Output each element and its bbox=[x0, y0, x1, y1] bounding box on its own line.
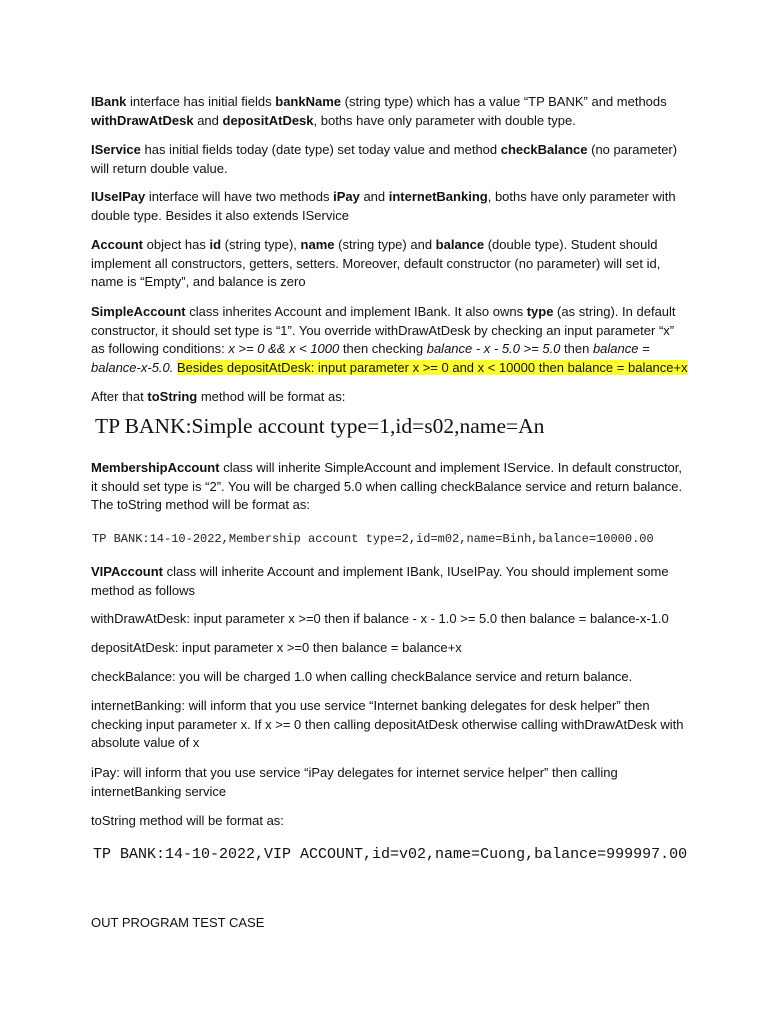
tostring-format-paragraph: toString method will be format as: bbox=[91, 813, 284, 828]
iuseipay-term: IUseIPay bbox=[91, 189, 146, 204]
simpleaccount-paragraph bbox=[91, 303, 691, 377]
text-run: interface will have two methods bbox=[145, 189, 334, 204]
name-term: name bbox=[300, 237, 335, 252]
text-run: class inherites Account and implement IBank. It also owns bbox=[185, 304, 527, 319]
account-paragraph bbox=[91, 236, 691, 292]
text-run: After that bbox=[91, 389, 148, 404]
type-term: type bbox=[526, 304, 554, 319]
ibank-paragraph bbox=[91, 93, 691, 130]
checkbalance-paragraph: checkBalance: you will be charged 1.0 when calling checkBalance service and return balance. bbox=[91, 669, 633, 684]
iservice-paragraph bbox=[91, 141, 691, 178]
ipay-paragraph: iPay: will inform that you use service “iPay delegates for internet service helper” then calling internetBanking service bbox=[91, 765, 618, 799]
iservice-term: IService bbox=[91, 142, 141, 157]
ipay-term: iPay bbox=[333, 189, 360, 204]
text-run: then checking bbox=[339, 341, 427, 356]
account-term: Account bbox=[91, 237, 143, 252]
vipaccount-term: VIPAccount bbox=[91, 564, 163, 579]
id-term: id bbox=[209, 237, 222, 252]
balance-term: balance bbox=[435, 237, 485, 252]
condition-text: x >= 0 && x < 1000 bbox=[228, 341, 340, 356]
depositatdesk-term: depositAtDesk bbox=[222, 112, 314, 128]
out-program-test-case-heading: OUT PROGRAM TEST CASE bbox=[91, 915, 265, 930]
text-run: (double type). Student should implement all constructors, getters, setters. Moreover, default constructor (no parameter) will set id, name is “Empty”, and balance is zero bbox=[91, 237, 661, 289]
text-run: and bbox=[359, 189, 389, 204]
text-run: object has bbox=[143, 237, 210, 252]
membership-account-format-example: TP BANK:14-10-2022,Membership account type=2,id=m02,name=Binh,balance=10000.00 bbox=[92, 532, 654, 546]
text-run: (string type) and bbox=[334, 237, 436, 252]
text-run: has initial fields today (date type) set today value and method bbox=[140, 142, 501, 157]
simpleaccount-term: SimpleAccount bbox=[91, 304, 186, 319]
text-run: and bbox=[193, 112, 223, 128]
text-run: class will inherite SimpleAccount and implement IService. In default constructor, it should set type is “2”. You will be charged 5.0 when calling checkBalance service and return balance. The toString method will be format as: bbox=[91, 460, 683, 512]
text-run: , boths have only parameter with double type. Besides it also extends IService bbox=[91, 189, 676, 223]
iuseipay-paragraph bbox=[91, 188, 691, 225]
text-run: (string type), bbox=[221, 237, 301, 252]
internetbanking-paragraph: internetBanking: will inform that you use service “Internet banking delegates for desk helper” then checking input parameter x. If x >= 0 then calling depositAtDesk otherwise calling withDrawAtDesk with absolute value of x bbox=[91, 698, 684, 750]
tostring-paragraph bbox=[91, 388, 691, 407]
membershipaccount-term: MembershipAccount bbox=[91, 460, 220, 475]
text-run: (as string). In default constructor, it should set type is “1”. You override withDrawAtDesk by checking an input parameter “x” as following conditions: bbox=[91, 304, 676, 356]
membershipaccount-paragraph bbox=[91, 459, 691, 515]
highlighted-text: Besides depositAtDesk: input parameter x >= 0 and x < 10000 then balance = balance+x bbox=[177, 359, 688, 375]
depositatdesk-paragraph: depositAtDesk: input parameter x >=0 then balance = balance+x bbox=[91, 640, 462, 655]
text-run: class will inherite Account and implement IBank, IUseIPay. You should implement some method as follows bbox=[91, 564, 669, 598]
tostring-term: toString bbox=[147, 389, 198, 404]
text-run: (string type) which has a value “TP BANK” and methods bbox=[341, 94, 667, 109]
vipaccount-paragraph bbox=[91, 563, 691, 600]
condition-text: balance = balance-x-5.0. bbox=[91, 341, 650, 375]
text-run: , boths have only parameter with double type. bbox=[313, 112, 576, 128]
withdrawatdesk-term: withDrawAtDesk bbox=[91, 112, 194, 128]
checkbalance-term: checkBalance bbox=[500, 142, 588, 157]
text-run: interface has initial fields bbox=[126, 94, 276, 109]
simple-account-format-example: TP BANK:Simple account type=1,id=s02,name=An bbox=[95, 414, 545, 438]
text-run: (no parameter) will return double value. bbox=[91, 142, 678, 176]
text-run: then bbox=[560, 341, 593, 356]
bankname-term: bankName bbox=[275, 94, 342, 109]
vip-account-format-example: TP BANK:14-10-2022,VIP ACCOUNT,id=v02,name=Cuong,balance=999997.00 bbox=[93, 846, 688, 863]
text-run: method will be format as: bbox=[197, 389, 346, 404]
ibank-term: IBank bbox=[91, 94, 127, 109]
condition-text: balance - x - 5.0 >= 5.0 bbox=[426, 341, 561, 356]
internetbanking-term: internetBanking bbox=[388, 189, 488, 204]
withdrawatdesk-paragraph: withDrawAtDesk: input parameter x >=0 then if balance - x - 1.0 >= 5.0 then balance = balance-x-1.0 bbox=[91, 611, 669, 626]
